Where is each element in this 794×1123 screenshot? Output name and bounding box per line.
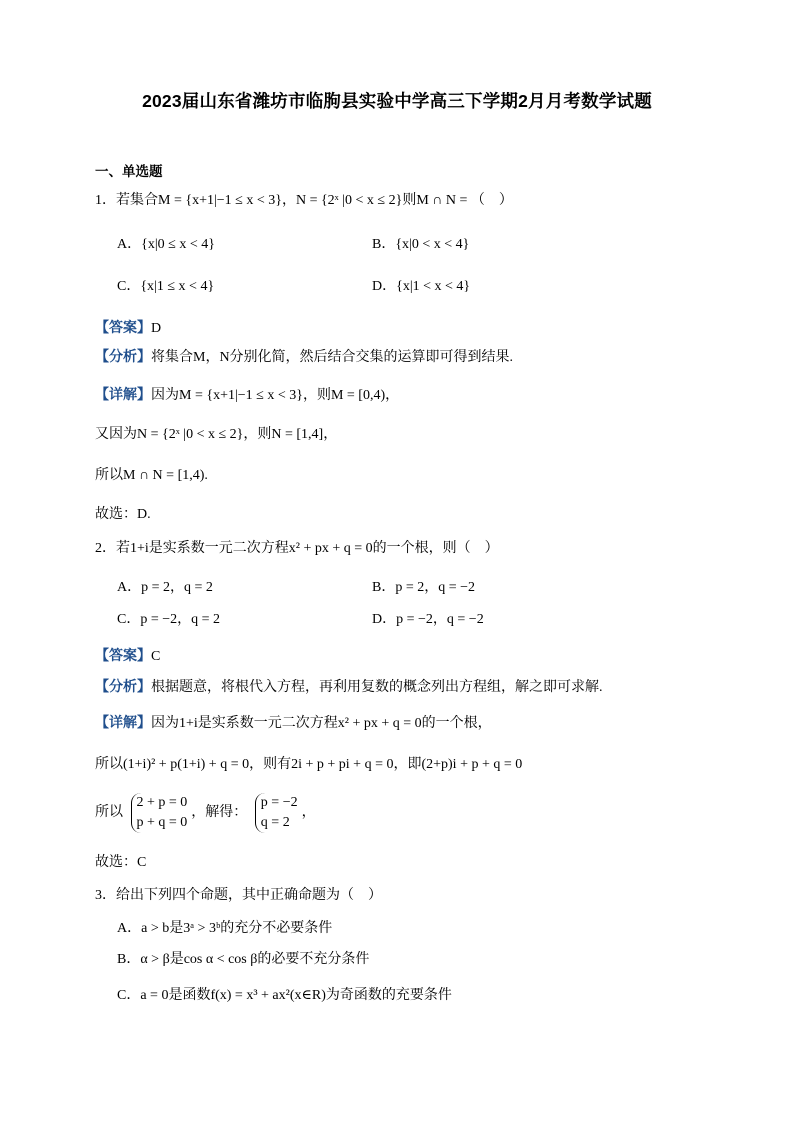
- detail-text: 因为M = {x+1|−1 ≤ x < 3}，则M = [0,4)，: [151, 388, 400, 403]
- system-line: p = −2: [260, 795, 298, 810]
- q2-detail-1: [95, 711, 492, 735]
- q1-detail-3: 所以M ∩ N = [1,4).: [95, 468, 208, 483]
- answer-value: C: [151, 649, 161, 664]
- q1-detail-1: [95, 383, 399, 407]
- system-line: p + q = 0: [136, 815, 188, 830]
- detail-tag: 【详解】: [95, 386, 151, 402]
- q2-analysis: [95, 675, 603, 699]
- page-title: 2023届山东省潍坊市临朐县实验中学高三下学期2月月考数学试题: [142, 91, 652, 111]
- answer-value: D: [151, 321, 162, 336]
- q2-detail-3: [95, 793, 316, 833]
- q1-option-a: A．{x|0 ≤ x < 4}: [117, 237, 215, 252]
- q3-option-c: C．a = 0是函数f(x) = x³ + ax²(x∈R)为奇函数的充要条件: [117, 988, 452, 1003]
- q2-stem: 2．若1+i是实系数一元二次方程x² + px + q = 0的一个根，则（ ）: [95, 541, 499, 556]
- detail-prefix: 所以: [95, 805, 123, 821]
- q2-answer: [95, 644, 160, 668]
- q2-option-a: A．p = 2，q = 2: [117, 580, 213, 595]
- analysis-text: 将集合M，N分别化简，然后结合交集的运算即可得到结果.: [151, 350, 514, 365]
- q1-conclusion: 故选：D.: [95, 507, 151, 522]
- q3-option-a: A．a > b是3ᵃ > 3ᵇ的充分不必要条件: [117, 921, 333, 936]
- q1-analysis: [95, 345, 513, 369]
- q2-conclusion: 故选：C: [95, 855, 147, 870]
- detail-suffix: ，: [301, 805, 316, 821]
- q1-option-b: B．{x|0 < x < 4}: [372, 237, 470, 252]
- detail-tag: 【详解】: [95, 714, 151, 730]
- q3-option-b: B．α > β是cos α < cos β的必要不充分条件: [117, 952, 370, 967]
- q2-option-c: C．p = −2，q = 2: [117, 612, 221, 627]
- detail-text: 因为1+i是实系数一元二次方程x² + px + q = 0的一个根，: [151, 716, 492, 731]
- equation-system-1: [131, 793, 188, 833]
- q2-detail-2: 所以(1+i)² + p(1+i) + q = 0，则有2i + p + pi + q = 0，即(2+p)i + p + q = 0: [95, 757, 523, 772]
- q1-answer: [95, 316, 161, 340]
- q2-option-d: D．p = −2，q = −2: [372, 612, 484, 627]
- equation-system-2: [255, 793, 298, 833]
- q3-stem: 3．给出下列四个命题，其中正确命题为（ ）: [95, 888, 382, 903]
- system-line: q = 2: [260, 815, 290, 830]
- analysis-text: 根据题意，将根代入方程，再利用复数的概念列出方程组，解之即可求解.: [151, 680, 603, 695]
- q1-option-c: C．{x|1 ≤ x < 4}: [117, 279, 215, 294]
- detail-mid: ，解得：: [191, 805, 248, 821]
- system-line: 2 + p = 0: [136, 795, 188, 810]
- q1-option-d: D．{x|1 < x < 4}: [372, 279, 471, 294]
- q2-option-b: B．p = 2，q = −2: [372, 580, 476, 595]
- answer-tag: 【答案】: [95, 319, 151, 335]
- q1-detail-2: 又因为N = {2ˣ |0 < x ≤ 2}，则N = [1,4]，: [95, 427, 338, 442]
- q1-stem: 1．若集合M = {x+1|−1 ≤ x < 3}，N = {2ˣ |0 < x ≤ 2}则M ∩ N = （ ）: [95, 193, 513, 208]
- answer-tag: 【答案】: [95, 647, 151, 663]
- analysis-tag: 【分析】: [95, 348, 151, 364]
- section-heading: 一、单选题: [95, 164, 163, 179]
- analysis-tag: 【分析】: [95, 678, 151, 694]
